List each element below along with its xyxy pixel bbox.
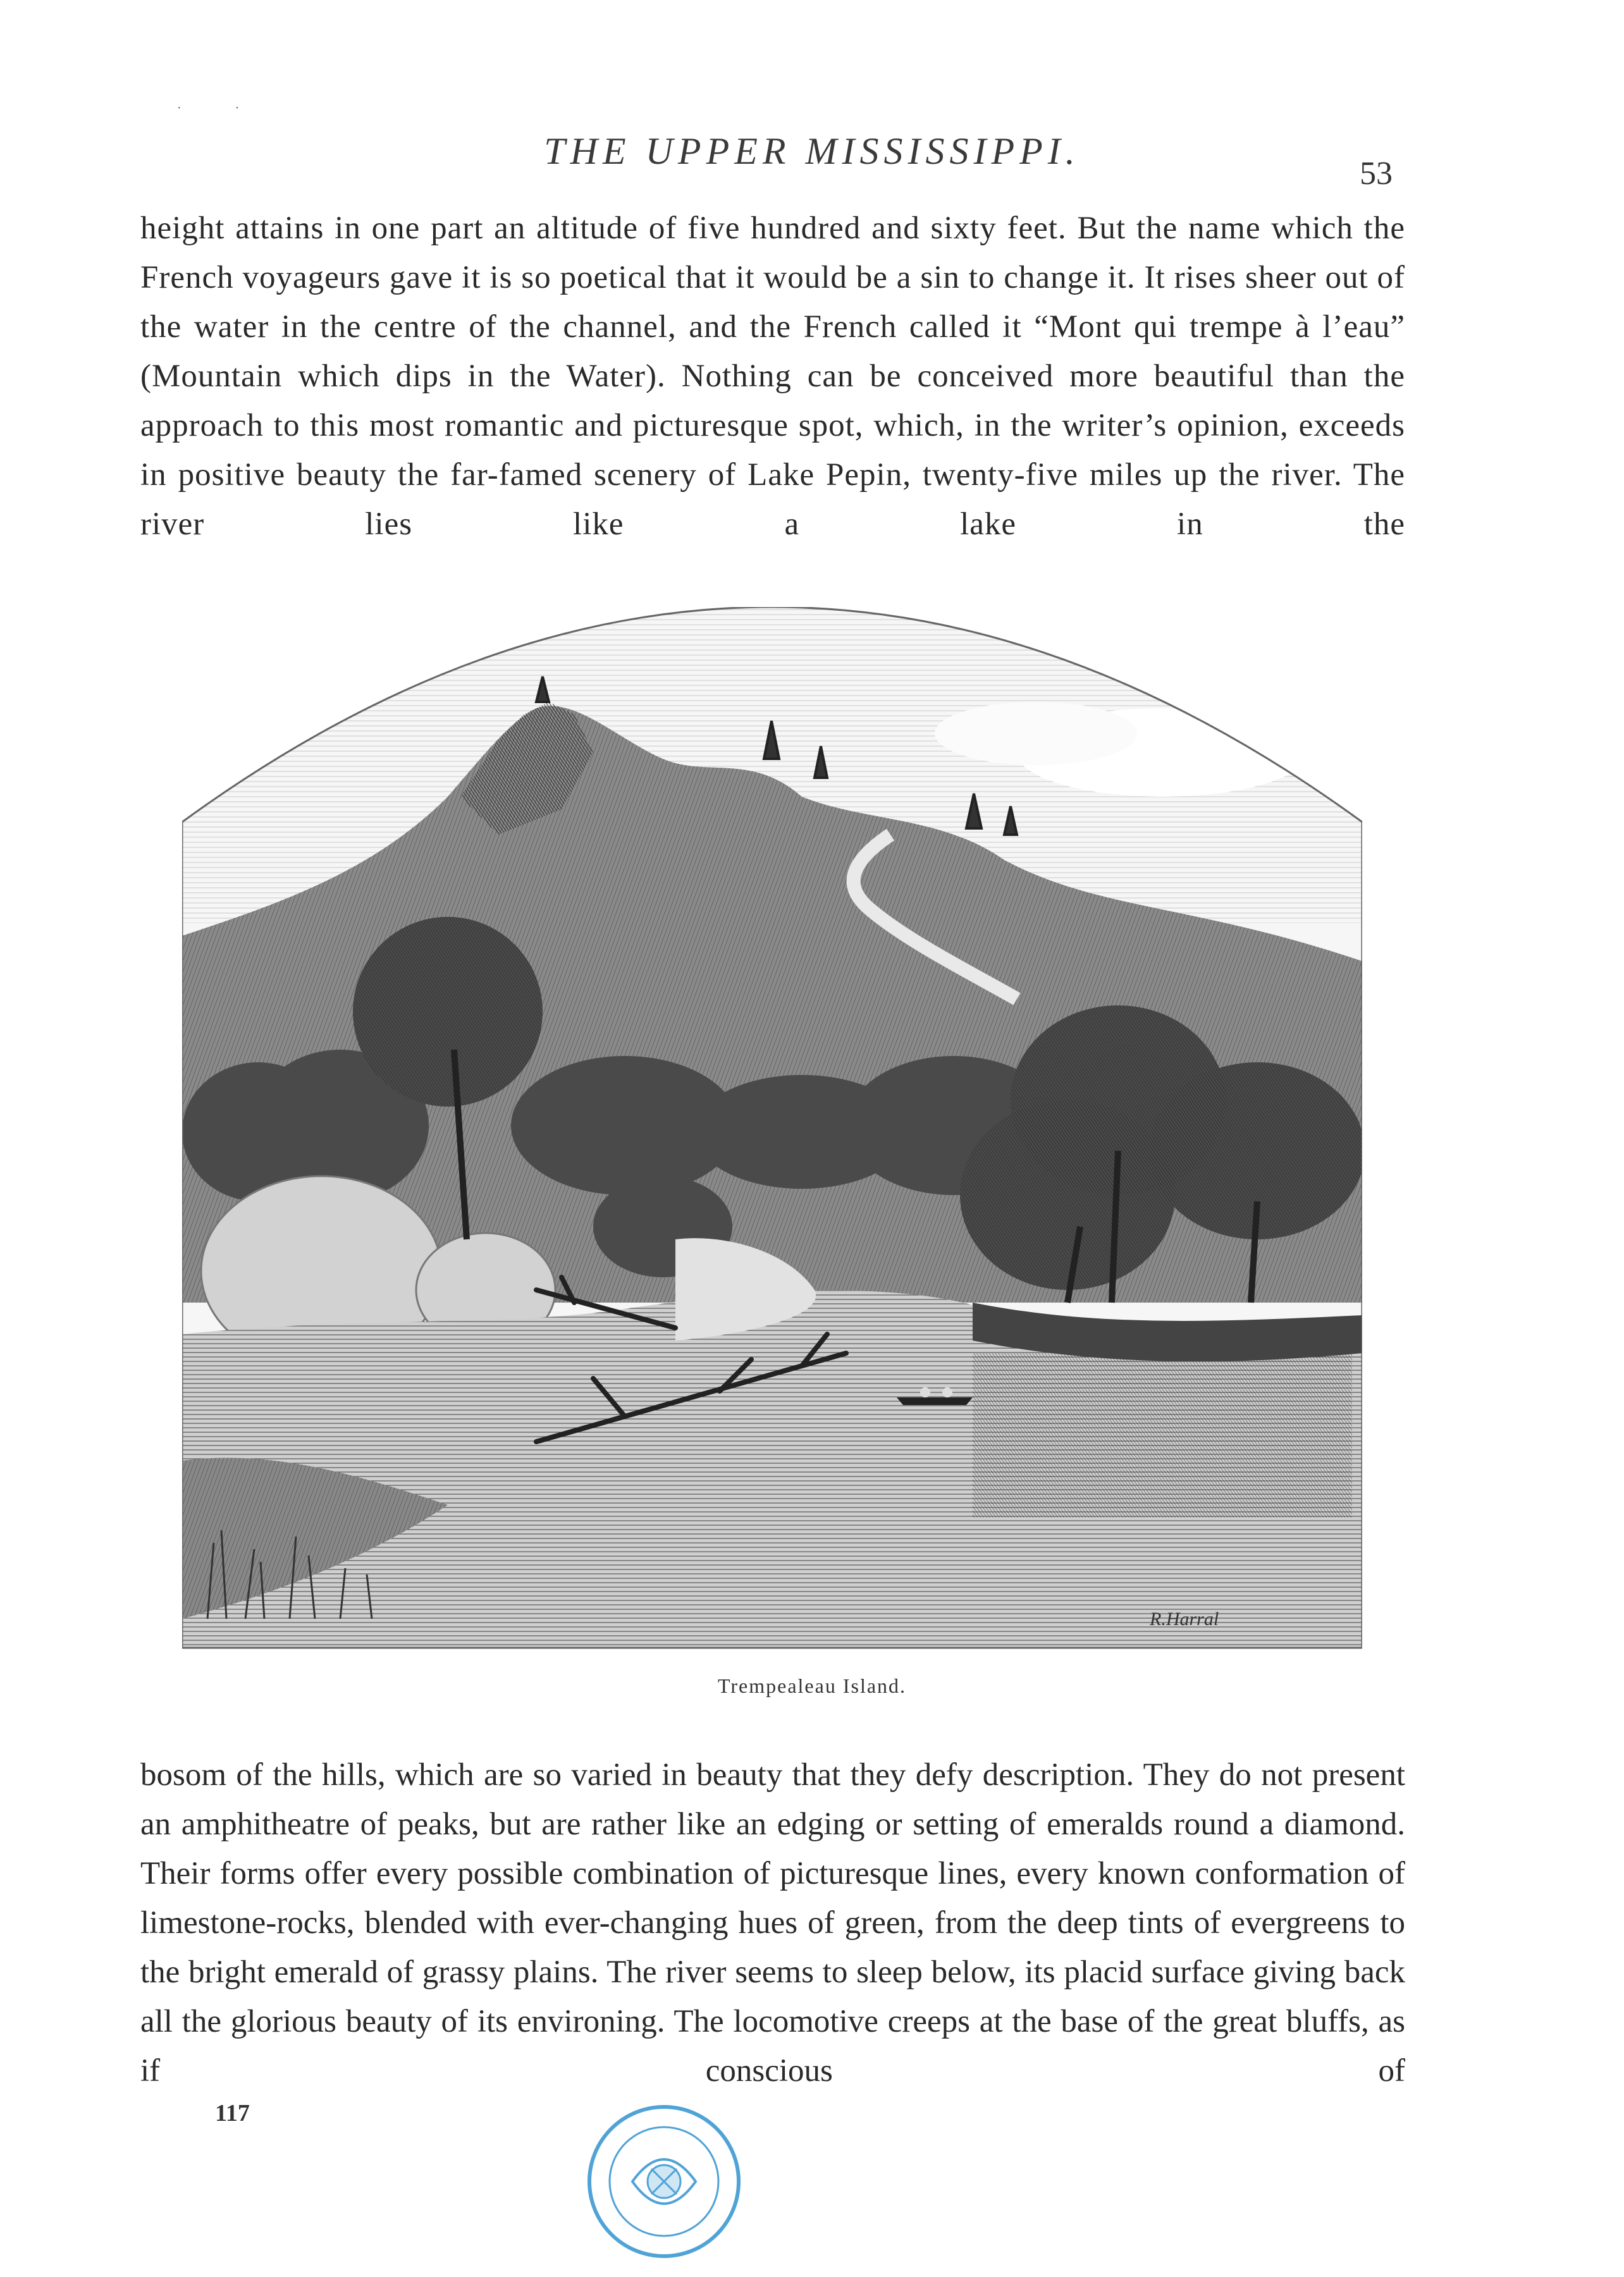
engraving-trempealeau-island xyxy=(182,607,1362,1657)
running-title: THE UPPER MISSISSIPPI. xyxy=(544,130,1080,172)
engraver-signature: R.Harral xyxy=(1150,1609,1219,1629)
page-number: 53 xyxy=(1360,156,1393,192)
library-stamp xyxy=(569,2099,759,2264)
british-museum-stamp-icon xyxy=(569,2099,759,2264)
figure-caption: Trempealeau Island. xyxy=(717,1674,907,1697)
body-text-bottom xyxy=(140,1750,1405,2096)
signature-mark: 117 xyxy=(215,2100,250,2127)
paragraph-bottom: bosom of the hills, which are so varied in beauty that they defy description. They do not present an amphitheatre of peaks, but are rather like an edging or setting of emeralds round a diamond. Their forms offer every possible combination of picturesque lines, every known conformation of limestone-rocks, blended with ever-changing hues of green, from the deep tints of evergreens to the bright emerald of grassy plains. The river seems to sleep below, its placid surface giving back all the glorious beauty of its environing. The locomotive creeps at the base of the great bluffs, as if conscious of xyxy=(140,1757,1405,2089)
body-text-top xyxy=(140,204,1405,549)
paper-specks: · · xyxy=(177,101,265,115)
paragraph-top: height attains in one part an altitude of five hundred and sixty feet. But the name which the French voyageurs gave it is so poetical that it would be a sin to change it. It rises sheer out of the water in the centre of the channel, and the French called it “Mont qui trempe à l’eau” (Mountain which dips in the Water). Nothing can be conceived more beautiful than the approach to this most romantic and picturesque spot, which, in the writer’s opinion, exceeds in positive beauty the far-famed scenery of Lake Pepin, twenty-five miles up the river. The river lies like a lake in the xyxy=(140,211,1405,542)
engraving-illustration xyxy=(182,607,1362,1657)
